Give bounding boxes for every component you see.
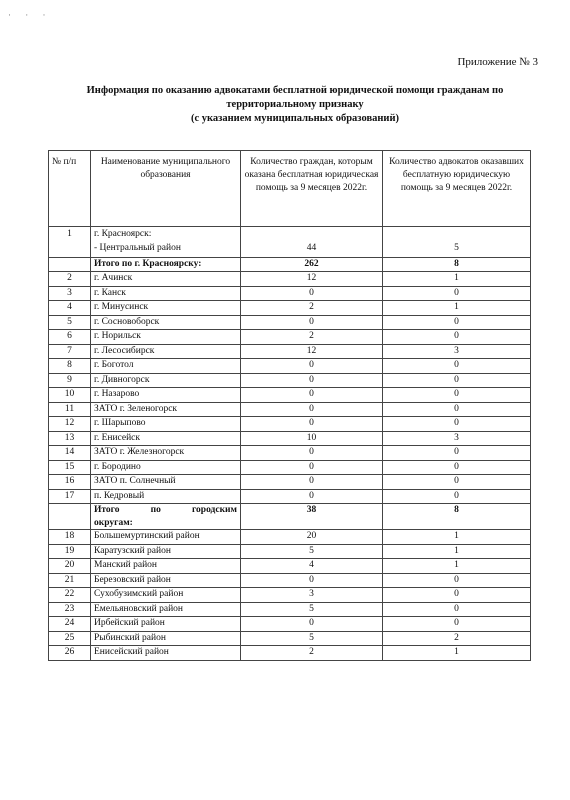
row-name: ЗАТО г. Зеленогорск — [91, 402, 241, 417]
row-citizens: 0 — [241, 617, 383, 632]
total-citizens: 262 — [241, 257, 383, 272]
table-row — [49, 417, 531, 432]
row-lawyers: 1 — [383, 559, 531, 574]
table-row — [49, 631, 531, 646]
row-lawyers: 0 — [383, 573, 531, 588]
row-citizens: 0 — [241, 315, 383, 330]
row-lawyers: 0 — [383, 359, 531, 374]
row-citizens: 3 — [241, 588, 383, 603]
table-row — [49, 330, 531, 345]
row-num: 5 — [49, 315, 91, 330]
row-lawyers: 0 — [383, 489, 531, 504]
row-name: г. Боготол — [91, 359, 241, 374]
row-name: Енисейский район — [91, 646, 241, 661]
row-name: Сухобузимский район — [91, 588, 241, 603]
row-num: 3 — [49, 286, 91, 301]
table-row — [49, 460, 531, 475]
row-citizens: 12 — [241, 344, 383, 359]
row-name: п. Кедровый — [91, 489, 241, 504]
row-name: г. Назарово — [91, 388, 241, 403]
okrug-total-citizens: 38 — [241, 504, 383, 530]
district-citizens: 44 — [306, 242, 317, 253]
row-citizens: 0 — [241, 373, 383, 388]
row-name: г. Сосновоборск — [91, 315, 241, 330]
row-citizens: 0 — [241, 489, 383, 504]
row-num: 21 — [49, 573, 91, 588]
row-lawyers: 0 — [383, 315, 531, 330]
row-citizens: 0 — [241, 286, 383, 301]
table-row — [49, 617, 531, 632]
row-citizens: 0 — [241, 417, 383, 432]
row-num: 9 — [49, 373, 91, 388]
table-row — [49, 373, 531, 388]
row-name: г. Лесосибирск — [91, 344, 241, 359]
row-lawyers: 0 — [383, 373, 531, 388]
row-num: 19 — [49, 544, 91, 559]
row-num: 1 — [49, 227, 91, 258]
table-row — [49, 489, 531, 504]
total-lawyers: 8 — [383, 257, 531, 272]
row-num: 18 — [49, 530, 91, 545]
row-num: 8 — [49, 359, 91, 374]
table-body — [49, 227, 531, 661]
row-name: Каратузский район — [91, 544, 241, 559]
okrug-total-label — [91, 504, 241, 530]
assistance-table — [48, 150, 531, 661]
row-name: г. Бородино — [91, 460, 241, 475]
row-name: г. Шарыпово — [91, 417, 241, 432]
row-num: 11 — [49, 402, 91, 417]
header-citizens: Количество граждан, которым оказана бесплатная юридическая помощь за 9 месяцев 2022г. — [241, 151, 383, 227]
row-num: 26 — [49, 646, 91, 661]
row-lawyers: 0 — [383, 617, 531, 632]
row-lawyers: 1 — [383, 530, 531, 545]
table-row — [49, 475, 531, 490]
row-citizens: 0 — [241, 402, 383, 417]
row-citizens: 2 — [241, 330, 383, 345]
table-row — [49, 315, 531, 330]
row-num: 13 — [49, 431, 91, 446]
table-row — [49, 544, 531, 559]
row-name: ЗАТО г. Железногорск — [91, 446, 241, 461]
row-name: г. Енисейск — [91, 431, 241, 446]
table-row — [49, 431, 531, 446]
row-num: 16 — [49, 475, 91, 490]
row-lawyers: 0 — [383, 460, 531, 475]
row-lawyers: 0 — [383, 475, 531, 490]
row-citizens: 0 — [241, 446, 383, 461]
row-lawyers: 2 — [383, 631, 531, 646]
document-title — [60, 84, 530, 126]
table-row — [49, 559, 531, 574]
appendix-label: Приложение № 3 — [457, 56, 538, 68]
row-lawyers: 1 — [383, 272, 531, 287]
row-num: 6 — [49, 330, 91, 345]
row-citizens: 5 — [241, 602, 383, 617]
row-lawyers: 0 — [383, 417, 531, 432]
row-citizens: 5 — [241, 544, 383, 559]
row-name: ЗАТО п. Солнечный — [91, 475, 241, 490]
title-line-3: (с указанием муниципальных образований) — [190, 113, 400, 124]
table-row — [49, 388, 531, 403]
row-lawyers: 3 — [383, 431, 531, 446]
row-num: 15 — [49, 460, 91, 475]
row-lawyers: 1 — [383, 301, 531, 316]
okrug-total-label-line-2: округам: — [94, 517, 133, 528]
row-num: 12 — [49, 417, 91, 432]
row-name: г. Норильск — [91, 330, 241, 345]
row-lawyers: 1 — [383, 544, 531, 559]
row-citizens: 0 — [241, 359, 383, 374]
table-row — [49, 301, 531, 316]
row-name: г. Минусинск — [91, 301, 241, 316]
header-lawyers: Количество адвокатов оказавших бесплатную юридическую помощь за 9 месяцев 2022г. — [383, 151, 531, 227]
scan-specks: · · · — [8, 10, 52, 20]
krasnoyarsk-names — [91, 227, 241, 258]
row-num: 25 — [49, 631, 91, 646]
row-lawyers: 3 — [383, 344, 531, 359]
table-row — [49, 602, 531, 617]
table-row — [49, 446, 531, 461]
table-row-okrug-total — [49, 504, 531, 530]
table-row-krasnoyarsk — [49, 227, 531, 258]
table-row-krasnoyarsk-total — [49, 257, 531, 272]
row-lawyers: 0 — [383, 330, 531, 345]
row-num: 17 — [49, 489, 91, 504]
row-num: 4 — [49, 301, 91, 316]
table-row — [49, 573, 531, 588]
row-lawyers: 0 — [383, 402, 531, 417]
row-num: 23 — [49, 602, 91, 617]
row-num: 7 — [49, 344, 91, 359]
row-num: 20 — [49, 559, 91, 574]
okrug-total-word: по — [150, 505, 161, 516]
row-citizens: 2 — [241, 646, 383, 661]
row-citizens: 0 — [241, 460, 383, 475]
header-num: № п/п — [49, 151, 91, 227]
title-line-2: территориальному признаку — [226, 99, 364, 110]
row-lawyers: 1 — [383, 646, 531, 661]
district-name: - Центральный район — [94, 242, 181, 253]
district-lawyers: 5 — [454, 242, 459, 253]
row-citizens: 10 — [241, 431, 383, 446]
table-row — [49, 530, 531, 545]
row-num — [49, 257, 91, 272]
table-row — [49, 359, 531, 374]
row-citizens: 5 — [241, 631, 383, 646]
row-citizens: 0 — [241, 573, 383, 588]
row-num — [49, 504, 91, 530]
krasnoyarsk-lawyers — [383, 227, 531, 258]
row-lawyers: 0 — [383, 388, 531, 403]
krasnoyarsk-citizens — [241, 227, 383, 258]
table-header-row — [49, 151, 531, 227]
row-name: Рыбинский район — [91, 631, 241, 646]
row-name: Ирбейский район — [91, 617, 241, 632]
okrug-total-lawyers: 8 — [383, 504, 531, 530]
row-citizens: 0 — [241, 475, 383, 490]
table-row — [49, 272, 531, 287]
row-citizens: 4 — [241, 559, 383, 574]
row-name: Манский район — [91, 559, 241, 574]
row-name: Емельяновский район — [91, 602, 241, 617]
row-name: г. Ачинск — [91, 272, 241, 287]
okrug-total-label-line-1 — [94, 504, 237, 517]
row-name: г. Дивногорск — [91, 373, 241, 388]
title-line-1: Информация по оказанию адвокатами бесплатной юридической помощи гражданам по — [86, 85, 504, 96]
row-lawyers: 0 — [383, 588, 531, 603]
row-lawyers: 0 — [383, 446, 531, 461]
okrug-total-word: Итого — [94, 505, 120, 516]
table-row — [49, 402, 531, 417]
table-row — [49, 286, 531, 301]
row-citizens: 12 — [241, 272, 383, 287]
row-name: Большемуртинский район — [91, 530, 241, 545]
row-num: 22 — [49, 588, 91, 603]
table-row — [49, 344, 531, 359]
row-lawyers: 0 — [383, 286, 531, 301]
row-name: Березовский район — [91, 573, 241, 588]
okrug-total-word: городским — [191, 505, 237, 516]
row-num: 10 — [49, 388, 91, 403]
row-num: 14 — [49, 446, 91, 461]
row-num: 2 — [49, 272, 91, 287]
row-name: г. Канск — [91, 286, 241, 301]
row-num: 24 — [49, 617, 91, 632]
row-citizens: 20 — [241, 530, 383, 545]
row-citizens: 2 — [241, 301, 383, 316]
header-name: Наименование муниципального образования — [91, 151, 241, 227]
row-lawyers: 0 — [383, 602, 531, 617]
table-row — [49, 588, 531, 603]
krasnoyarsk-city: г. Красноярск: — [94, 229, 152, 239]
total-label: Итого по г. Красноярску: — [91, 257, 241, 272]
row-citizens: 0 — [241, 388, 383, 403]
table-row — [49, 646, 531, 661]
